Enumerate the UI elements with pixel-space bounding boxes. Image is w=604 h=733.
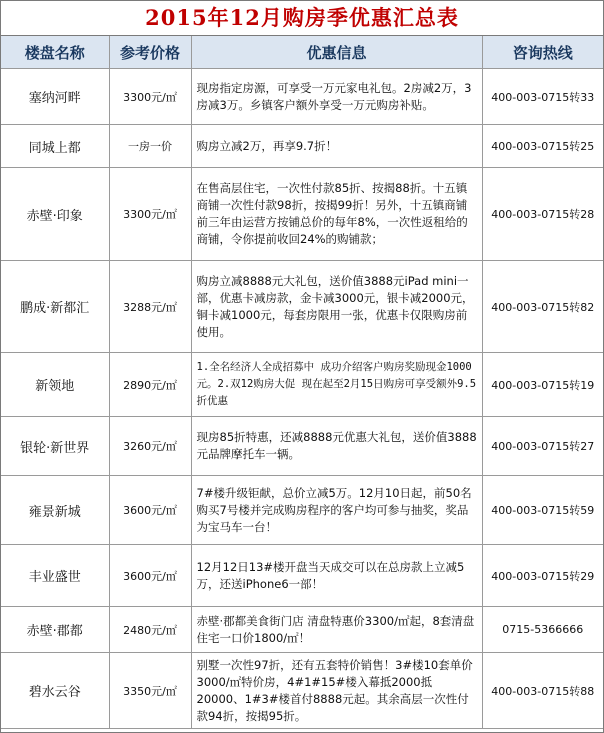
hotline: 400-003-0715转25 — [482, 125, 603, 168]
reference-price: 3300元/㎡ — [109, 69, 191, 125]
hotline: 0715-5366666 — [482, 607, 603, 653]
promo-info: 7#楼升级钜献，总价立减5万。12月10日起，前50名购买7号楼并完成购房程序的客户均可参与抽奖，奖品为宝马车一台！ — [191, 476, 482, 545]
property-name: 塞纳河畔 — [1, 69, 109, 125]
table-row — [1, 353, 603, 417]
table-row — [1, 168, 603, 261]
hotline: 400-003-0715转27 — [482, 417, 603, 476]
property-name: 赤壁·郡都 — [1, 607, 109, 653]
reference-price: 3600元/㎡ — [109, 476, 191, 545]
hotline: 400-003-0715转59 — [482, 476, 603, 545]
header-row — [1, 36, 603, 69]
hotline: 400-003-0715转33 — [482, 69, 603, 125]
reference-price: 3260元/㎡ — [109, 417, 191, 476]
table-row — [1, 607, 603, 653]
column-header-info: 优惠信息 — [191, 36, 482, 69]
property-name: 雍景新城 — [1, 476, 109, 545]
promo-table — [1, 36, 603, 729]
hotline: 400-003-0715转29 — [482, 545, 603, 607]
sheet-title: 2015年12月购房季优惠汇总表 — [1, 1, 603, 36]
promo-info: 购房立减8888元大礼包，送价值3888元iPad mini一部，优惠卡减房款，金卡减3000元，银卡减2000元，铜卡减1000元，每套房限用一张，优惠卡仅限购房前使用。 — [191, 261, 482, 353]
hotline: 400-003-0715转19 — [482, 353, 603, 417]
property-name: 新领地 — [1, 353, 109, 417]
hotline: 400-003-0715转88 — [482, 653, 603, 729]
promo-info: 在售高层住宅，一次性付款85折、按揭88折。十五镇商铺一次性付款98折，按揭99折！另外，十五镇商铺前三年由运营方按铺总价的每年8%，一次性返租给的商铺，令你提前收回24%的购铺款； — [191, 168, 482, 261]
table-row — [1, 125, 603, 168]
property-name: 丰业盛世 — [1, 545, 109, 607]
reference-price: 3288元/㎡ — [109, 261, 191, 353]
table-row — [1, 653, 603, 729]
promo-info: 12月12日13#楼开盘当天成交可以在总房款上立减5万，还送iPhone6一部！ — [191, 545, 482, 607]
hotline: 400-003-0715转28 — [482, 168, 603, 261]
reference-price: 3600元/㎡ — [109, 545, 191, 607]
reference-price: 一房一价 — [109, 125, 191, 168]
promo-info: 赤壁·郡都美食街门店 清盘特惠价3300/㎡起，8套清盘住宅一口价1800/㎡！ — [191, 607, 482, 653]
promo-info: 1.全名经济人全成招募中 成功介绍客户购房奖励现金1000元。2.双12购房大促 现在起至2月15日购房可享受额外9.5折优惠 — [191, 353, 482, 417]
property-name: 碧水云谷 — [1, 653, 109, 729]
column-header-name: 楼盘名称 — [1, 36, 109, 69]
reference-price: 2480元/㎡ — [109, 607, 191, 653]
promo-info: 现房指定房源，可享受一万元家电礼包。2房减2万，3房减3万。乡镇客户额外享受一万元购房补贴。 — [191, 69, 482, 125]
promo-info: 别墅一次性97折，还有五套特价销售！3#楼10套单价3000/㎡特价房，4#1#15#楼入幕抵2000抵20000、1#3#楼首付8888元起。其余高层一次性付款94折，按揭95折。 — [191, 653, 482, 729]
property-name: 同城上都 — [1, 125, 109, 168]
promo-info: 购房立减2万，再享9.7折！ — [191, 125, 482, 168]
column-header-price: 参考价格 — [109, 36, 191, 69]
table-row — [1, 476, 603, 545]
promo-info: 现房85折特惠，还减8888元优惠大礼包，送价值3888元品牌摩托车一辆。 — [191, 417, 482, 476]
reference-price: 3300元/㎡ — [109, 168, 191, 261]
column-header-phone: 咨询热线 — [482, 36, 603, 69]
reference-price: 3350元/㎡ — [109, 653, 191, 729]
table-row — [1, 261, 603, 353]
property-name: 赤壁·印象 — [1, 168, 109, 261]
reference-price: 2890元/㎡ — [109, 353, 191, 417]
table-row — [1, 545, 603, 607]
property-name: 银轮·新世界 — [1, 417, 109, 476]
hotline: 400-003-0715转82 — [482, 261, 603, 353]
table-row — [1, 417, 603, 476]
table-row — [1, 69, 603, 125]
property-name: 鹏成·新都汇 — [1, 261, 109, 353]
